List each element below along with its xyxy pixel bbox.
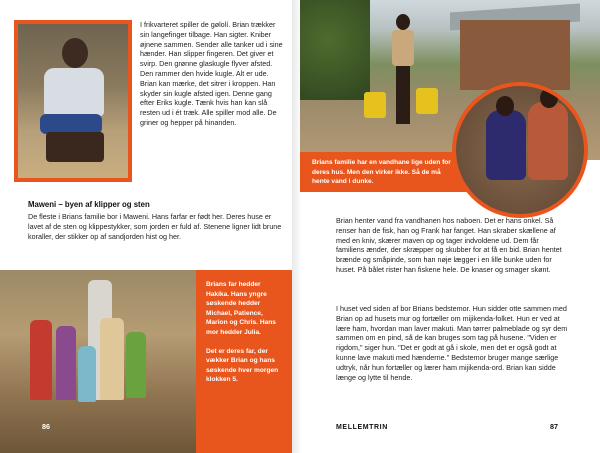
tree-shape <box>300 0 370 100</box>
jerrycan-right <box>416 88 438 114</box>
child-figure-3 <box>78 346 96 402</box>
family-caption-box <box>196 270 292 453</box>
boy-carrying-water <box>388 14 418 124</box>
left-page <box>0 0 292 453</box>
jerrycan-left <box>364 92 386 118</box>
brian-figure <box>528 102 568 180</box>
section-label: MELLEMTRIN <box>336 424 388 431</box>
section-heading: Maweni – byen af klipper og sten <box>28 200 150 209</box>
family-caption-text-2: Det er deres far, der vækker Brian og hans søskende hver morgen klokken 5. <box>206 347 279 384</box>
right-page <box>300 0 600 453</box>
boy-shirt-shape <box>44 68 104 116</box>
child-figure-1 <box>30 320 52 400</box>
section-paragraph: De fleste i Brians familie bor i Maweni. Hans farfar er født her. Deres huse er lavet af de sten og klippestykker, som jorden er fuld af. Stenene ligner lidt brune koraller, der stikker op af sandjorden hist og her. <box>28 212 282 241</box>
grandmother-circle-photo <box>452 82 588 218</box>
family-caption-text: Brians far hedder Hakika. Hans yngre søskende hedder Michael, Patience, Marion og Chris. Hans mor hedder Julia. <box>206 281 276 336</box>
child-figure-2 <box>56 326 76 400</box>
paragraph-fish: Brian henter vand fra vandhanen hos naboen. Det er hans onkel. Så renser han de fisk, han og Frank har fanget. Han skraber skællene af med en kniv, skærer maven op og tager indvoldene ud. Dem får familiens ænder, der skræpper og skubber for at få en bid. Brian hentet brænde og småpinde, som han nøje lægger i en lille bunke uden for huset. På bålet rister han fiskene hele. De knaser og smager skønt. <box>336 216 562 274</box>
right-page-number: 87 <box>550 422 558 431</box>
grandmother-figure <box>486 110 526 180</box>
house-shape <box>460 20 570 90</box>
book-gutter <box>292 0 300 453</box>
child-figure-5 <box>126 332 146 398</box>
paragraph-grandmother: I huset ved siden af bor Brians bedstemor. Hun sidder otte sammen med Brian op ad husets mur og fortæller om mijikenda-folket. Hun er ved at lære ham, hvordan man laver makuti. Man tørrer palmeblade og syr dem sammen om en pind, så de kan bruges som tag på husene. "Viden er rigdom," siger hun. "Det er godt at gå i skole, men det er også godt at kunne lave makuti med hænderne." Bedstemor bruger mange særlige udtryk, når hun fortæller og lærer ham mijikenda-ord. Brian kan sidde længe og lytte til hende. <box>336 304 568 382</box>
boy-legs-shape <box>46 132 104 162</box>
intro-paragraph: I frikvarteret spiller de gølolí. Brian trækker sin langefinger tilbage. Han sigter. Kniber øjnene sammen. Sender alle tanker ud i sine hænder. Han slipper fingeren. Det giver et svirp. Den grønne glaskugle flyver afsted. Den rammer den hvide kugle. Alt er ude. Brian kan mærke, det sitrer i kroppen. Han skyder sin kugle afsted igen. Denne gang efter Eriks kugle. Tænk hvis han kan slå resten ud i ét træk. Alle spiller mod alle. De griner og hepper på hinanden. <box>140 20 283 127</box>
child-figure-4 <box>100 318 124 400</box>
boy-playing-marbles-photo <box>14 20 132 182</box>
left-page-number: 86 <box>42 422 50 431</box>
boy-shorts-shape <box>40 114 102 134</box>
water-caption-box <box>300 152 470 192</box>
boy-head-shape <box>62 38 88 68</box>
water-caption-text: Brians familie har en vandhane lige uden for deres hus. Men den virker ikke. Så de må hente vand i dunke. <box>312 159 451 186</box>
